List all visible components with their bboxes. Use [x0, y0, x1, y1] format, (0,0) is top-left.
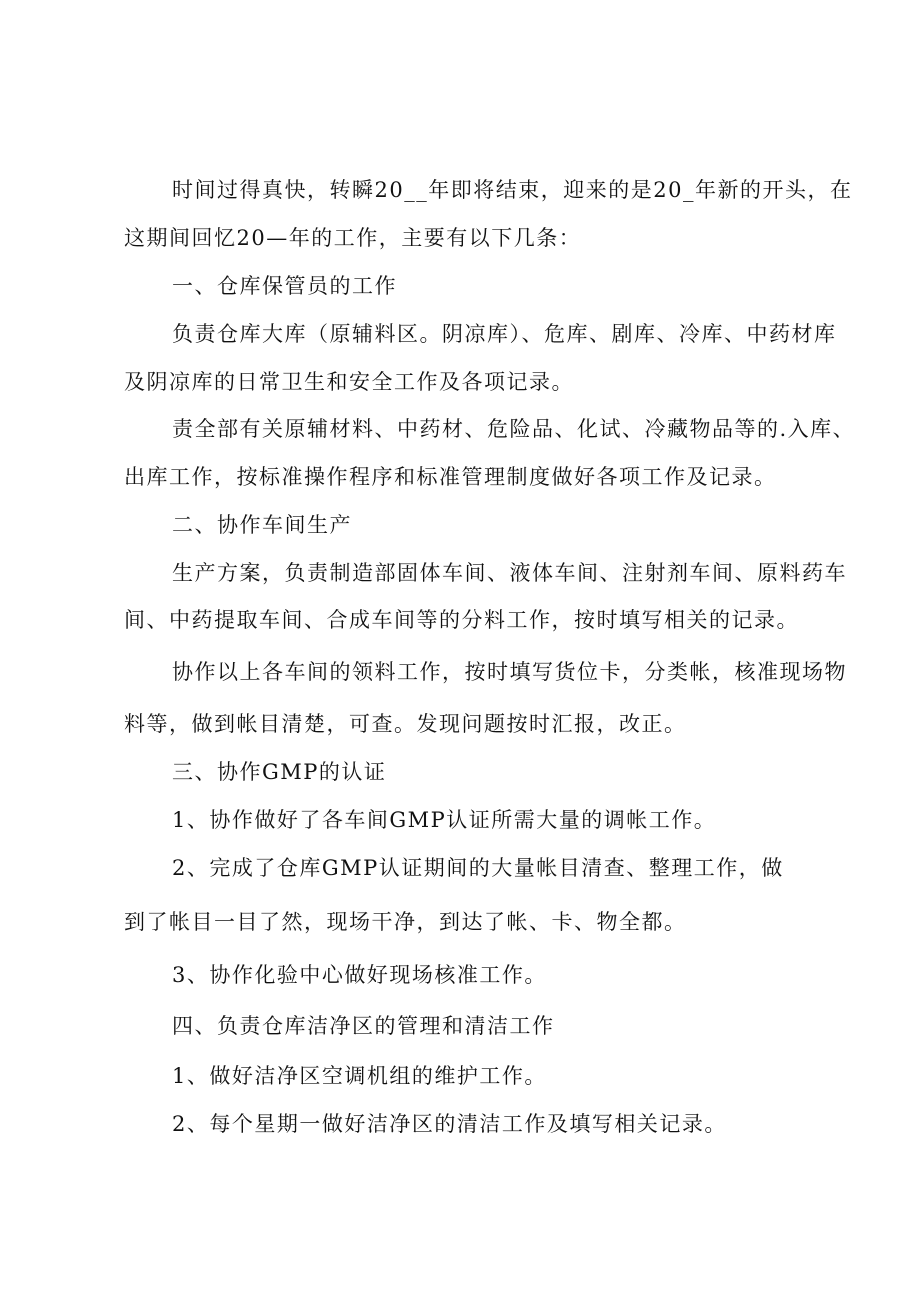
paragraph-1-line-2: 及阴凉库的日常卫生和安全工作及各项记录。: [124, 370, 574, 394]
list-item-3-3: 3、协作化验中心做好现场核准工作。: [172, 963, 547, 987]
paragraph-3-line-1: 生产方案，负责制造部固体车间、液体车间、注射剂车间、原料药车: [172, 561, 847, 585]
paragraph-3-line-2: 间、中药提取车间、合成车间等的分料工作，按时填写相关的记录。: [124, 608, 799, 632]
paragraph-intro-line-2: 这期间回忆20—年的工作，主要有以下几条：: [124, 226, 582, 250]
section-heading-1: 一、仓库保管员的工作: [172, 274, 397, 298]
section-heading-4: 四、负责仓库洁净区的管理和清洁工作: [172, 1014, 555, 1038]
section-heading-2: 二、协作车间生产: [172, 513, 352, 537]
list-item-3-2-line-2: 到了帐目一目了然，现场干净，到达了帐、卡、物全都。: [124, 910, 687, 934]
paragraph-intro-line-1: 时间过得真快，转瞬20__年即将结束，迎来的是20_年新的开头，在: [172, 178, 853, 202]
list-item-4-2: 2、每个星期一做好洁净区的清洁工作及填写相关记录。: [172, 1112, 727, 1136]
paragraph-2-line-1: 责全部有关原辅材料、中药材、危险品、化试、冷藏物品等的.入库、: [172, 417, 856, 441]
list-item-3-1: 1、协作做好了各车间GMP认证所需大量的调帐工作。: [172, 808, 717, 832]
section-heading-3: 三、协作GMP的认证: [172, 760, 387, 784]
paragraph-2-line-2: 出库工作，按标准操作程序和标准管理制度做好各项工作及记录。: [124, 465, 777, 489]
paragraph-1-line-1: 负责仓库大库（原辅料区。阴凉库）、危库、剧库、冷库、中药材库: [172, 322, 837, 346]
paragraph-4-line-1: 协作以上各车间的领料工作，按时填写货位卡，分类帐，核准现场物: [172, 660, 847, 684]
paragraph-4-line-2: 料等，做到帐目清楚，可查。发现问题按时汇报，改正。: [124, 712, 687, 736]
list-item-3-2-line-1: 2、完成了仓库GMP认证期间的大量帐目清查、整理工作，做: [172, 856, 784, 880]
list-item-4-1: 1、做好洁净区空调机组的维护工作。: [172, 1064, 547, 1088]
